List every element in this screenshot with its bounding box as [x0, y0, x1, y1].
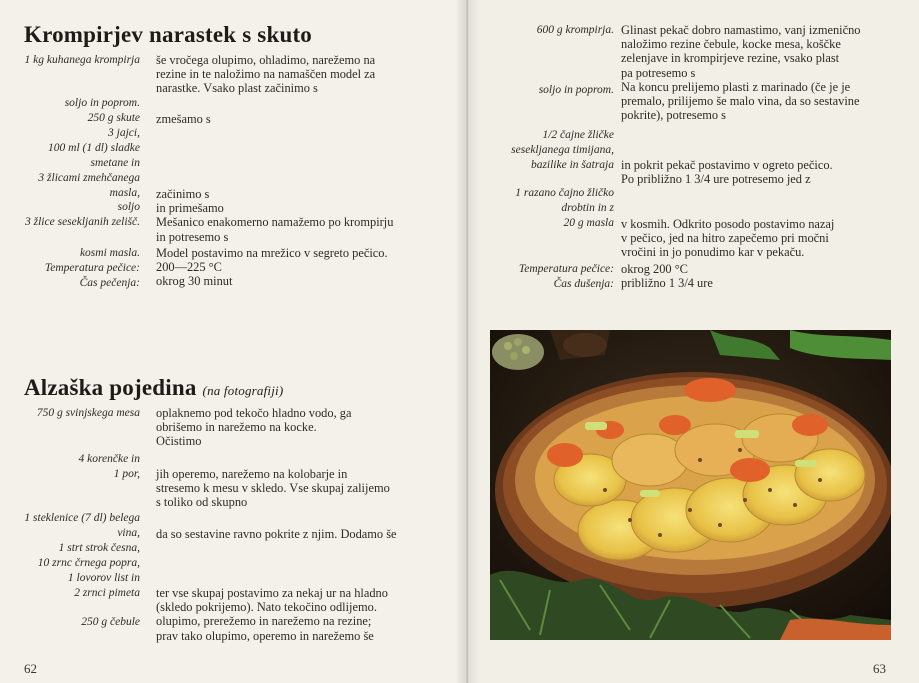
recipe-title-krompirjev-narastek: Krompirjev narastek s skuto	[24, 22, 313, 47]
instruction-step-2: zmešamo s	[156, 112, 211, 126]
ingredient-thyme-basil: 1/2 čajne žličke sesekljanega timijana, bazilike in šatraja	[511, 129, 614, 171]
instruction-right-step-4: okrog 200 °C približno 1 3/4 ure	[621, 262, 713, 291]
instruction-step-1: še vročega olupimo, ohladimo, narežemo na rezine in te naložimo na namaščen model za narastke. Vsako plast začinimo s	[156, 53, 376, 96]
recipe-subtitle: (na fotografiji)	[202, 383, 284, 398]
ingredient-cheese-mix: soljo in poprom. 250 g skute 3 jajci, 100 ml (1 dl) sladke smetane in 3 žlicami zmehčanega masla,	[38, 97, 140, 199]
ingredient-temperature-time: Temperatura pečice: Čas dušenja:	[518, 263, 614, 290]
baked-casserole-photo-icon	[490, 330, 891, 640]
instruction-step-5: oplaknemo pod tekočo hladno vodo, ga obrišemo in narežemo na kocke. Očistimo	[156, 406, 352, 449]
instruction-right-step-3: v kosmih. Odkrito posodo postavimo nazaj v pečico, jed na hitro zapečemo pri močni vročini in jo ponudimo kar v pekaču.	[621, 217, 835, 260]
instruction-right-step-1: Glinast pekač dobro namastimo, vanj izmenično naložimo rezine čebule, kocke mesa, koščke zelenjave in krompirjeve rezine, vsako plast pa potresemo s Na koncu prelijemo plasti z marinado (če je je premalo, prilijemo še malo vina, da so sestavine pokrite), potresemo s	[621, 23, 861, 123]
recipe-title-alzaska-pojedina	[24, 375, 283, 401]
instruction-step-3: začinimo s in primešamo Mešanico enakomerno namažemo po krompirju in potresemo s	[156, 187, 394, 244]
ingredient-salt-pepper: soljo in poprom.	[538, 84, 614, 96]
instruction-right-step-2: in pokrit pekač postavimo v ogreto pečico. Po približno 1 3/4 ure potresemo jed z	[621, 158, 833, 187]
instruction-step-4: Model postavimo na mrežico v segreto pečico. 200—225 °C okrog 30 minut	[156, 246, 388, 289]
ingredient-potatoes-600: 600 g krompirja.	[536, 24, 614, 36]
page-number-left: 62	[24, 661, 37, 676]
instruction-step-7: da so sestavine ravno pokrite z njim. Dodamo še	[156, 527, 397, 541]
ingredient-pork: 750 g svinjskega mesa	[36, 407, 140, 419]
instruction-step-6: jih operemo, narežemo na kolobarje in stresemo k mesu v skledo. Vse skupaj zalijemo s toliko od skupno	[156, 467, 390, 510]
ingredient-wine-spices: 1 steklenice (7 dl) belega vina, 1 strt strok česna, 10 zrnc črnega popra, 1 lovorov list in 2 zrnci pimeta	[24, 512, 140, 599]
ingredient-potatoes: 1 kg kuhanega krompirja	[24, 54, 140, 66]
instruction-step-8: ter vse skupaj postavimo za nekaj ur na hladno (skledo pokrijemo). Nato tekočino odlijemo. olupimo, prerežemo in narežemo na rezine; prav tako olupimo, operemo in narežemo še	[156, 586, 388, 643]
ingredient-butter-and-baking: kosmi masla. Temperatura pečice: Čas pečenja:	[44, 247, 140, 289]
ingredient-onion: 250 g čebule	[81, 616, 140, 628]
ingredient-breadcrumbs-butter: 1 razano čajno žličko drobtin in z 20 g masla	[515, 187, 614, 229]
ingredient-vegetables: 4 korenčke in 1 por,	[78, 453, 140, 480]
ingredient-herbs: soljo 3 žlice sesekljanih zelišč.	[25, 201, 140, 228]
recipe-title-text: Alzaška pojedina	[24, 375, 197, 400]
page-number-right: 63	[873, 661, 886, 676]
